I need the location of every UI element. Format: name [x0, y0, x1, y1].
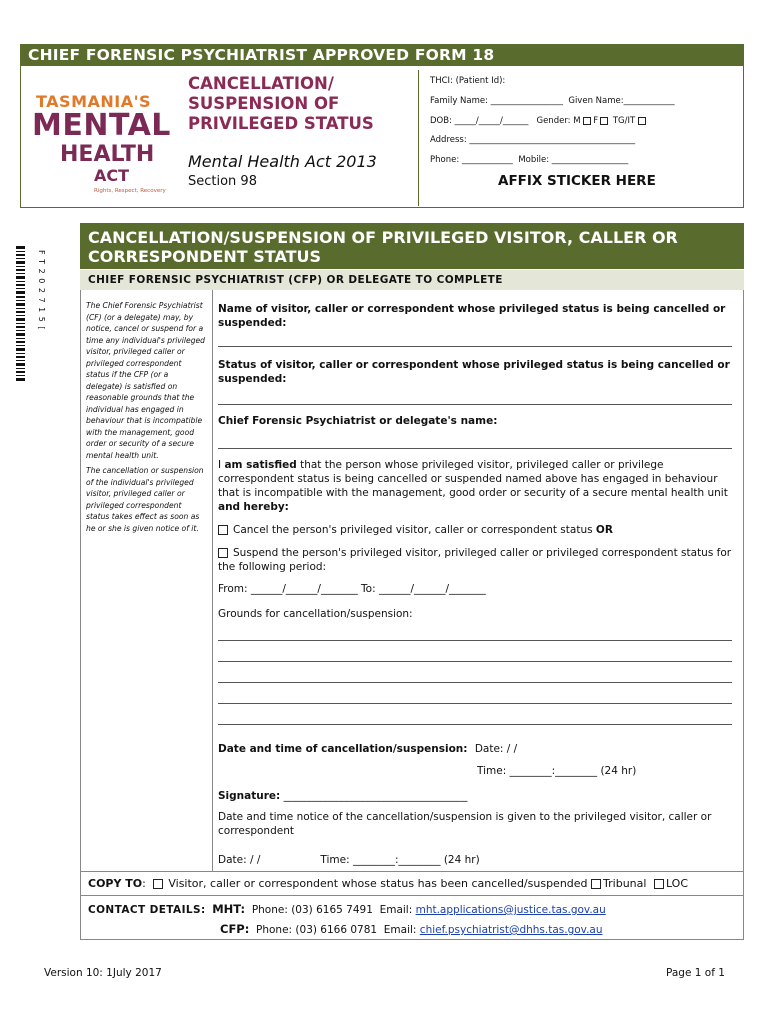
- header-divider: [418, 70, 419, 206]
- sidebar-note-1: The Chief Forensic Psychiatrist (CF) (or a delegate) may, by notice, cancel or suspend for a time any individual's privileged visitor, privileged caller or privileged correspondent status if the CFP (or a delegate) is satisfied on reasonable grounds that the individual has engaged in behaviour that is incompatible with the management, good order or security of a secure mental health unit.: [86, 301, 206, 460]
- signature-label: Signature:: [218, 790, 281, 802]
- contact-row-cfp: [220, 922, 603, 936]
- section-title: [80, 223, 744, 269]
- satisfied-statement: [218, 458, 738, 514]
- or-text: OR: [595, 524, 613, 536]
- dob-gender-field[interactable]: [430, 116, 646, 126]
- cfp-email-label: Email:: [383, 924, 417, 936]
- contact-label: CONTACT DETAILS:: [88, 904, 206, 916]
- suspend-option[interactable]: [218, 546, 738, 574]
- cfp-phone: Phone: (03) 6166 0781: [256, 924, 378, 936]
- copy-to-colon: :: [142, 877, 146, 890]
- copy-to-label: COPY TO: [88, 877, 143, 890]
- copy-loc-label: LOC: [665, 877, 689, 890]
- logo: [22, 70, 182, 200]
- hereby-text: hereby:: [243, 501, 289, 513]
- signature-row: [218, 789, 738, 803]
- page-number: Page 1 of 1: [666, 967, 725, 979]
- grounds-line-5[interactable]: [218, 724, 732, 725]
- suspend-text: Suspend the person's privileged visitor, privileged caller or privileged correspondent status for the following period:: [218, 547, 732, 573]
- notice-date-field[interactable]: Date: / /: [218, 854, 261, 866]
- affix-sticker-label: AFFIX STICKER HERE: [498, 173, 656, 189]
- section-title-line-1: CANCELLATION/SUSPENSION OF PRIVILEGED VISITOR, CALLER OR: [88, 228, 678, 247]
- logo-line-3: HEALTH: [60, 142, 155, 167]
- status-label: Status of visitor, caller or correspondent whose privileged status is being cancelled or suspended:: [218, 359, 730, 385]
- address-field[interactable]: Address: _______________________________________: [430, 135, 636, 145]
- logo-tagline: Rights, Respect, Recovery: [94, 188, 166, 194]
- mht-email-link[interactable]: mht.applications@justice.tas.gov.au: [415, 904, 606, 916]
- notice-text: Date and time notice of the cancellation/suspension is given to the privileged visitor, caller or correspondent: [218, 811, 712, 837]
- cancel-text: Cancel the person's privileged visitor, caller or correspondent status: [233, 524, 596, 536]
- grounds-line-2[interactable]: [218, 661, 732, 662]
- gender-tg-checkbox[interactable]: [638, 117, 646, 125]
- signature-field[interactable]: ___________________________________: [283, 790, 468, 802]
- notice-row: [218, 853, 738, 867]
- gender-f-label: F: [593, 116, 599, 126]
- satisfied-bold: am satisfied: [224, 459, 297, 471]
- satisfied-intro: I: [218, 459, 225, 471]
- gender-f-checkbox[interactable]: [600, 117, 608, 125]
- barcode-text: F T 2 0 2 7 1 5 [: [37, 250, 46, 331]
- sidebar-note-2: The cancellation or suspension of the individual's privileged visitor, privileged caller or privileged correspondent status takes effect as soon as he or she is given notice of it.: [86, 466, 204, 533]
- mobile-label: Mobile: __________________: [518, 155, 629, 165]
- copy-loc-checkbox[interactable]: [654, 879, 664, 889]
- datetime-label: Date and time of cancellation/suspension:: [218, 743, 468, 755]
- grounds-label: Grounds for cancellation/suspension:: [218, 608, 413, 620]
- family-name-label: Family Name: _________________: [430, 96, 563, 106]
- sidebar-divider: [212, 290, 213, 872]
- copy-tribunal-checkbox[interactable]: [591, 879, 601, 889]
- given-name-label: Given Name:____________: [568, 96, 675, 106]
- delegate-name-input[interactable]: [218, 448, 732, 449]
- version-text: Version 10: 1July 2017: [44, 967, 162, 979]
- gender-tg-label: TG/IT: [612, 116, 636, 126]
- visitor-name-input[interactable]: [218, 346, 732, 347]
- cancel-option[interactable]: [218, 523, 738, 537]
- cfp-email-link[interactable]: chief.psychiatrist@dhhs.tas.gov.au: [419, 924, 603, 936]
- copy-tribunal-label: Tribunal: [603, 877, 647, 890]
- phone-label: Phone: ____________: [430, 155, 513, 165]
- cancel-checkbox[interactable]: [218, 525, 228, 535]
- grounds-line-1[interactable]: [218, 640, 732, 641]
- form-heading-line-3: PRIVILEGED STATUS: [188, 114, 374, 133]
- phone-field[interactable]: [430, 155, 628, 165]
- act-name: Mental Health Act 2013: [188, 152, 377, 171]
- patient-id-label: THCI: (Patient Id):: [430, 76, 506, 86]
- gender-label: Gender: M: [536, 116, 581, 126]
- mht-label: MHT:: [212, 902, 246, 916]
- section-title-line-2: CORRESPONDENT STATUS: [88, 247, 322, 266]
- grounds-line-3[interactable]: [218, 682, 732, 683]
- section-number: Section 98: [188, 174, 257, 189]
- dob-label: DOB: _____/_____/______: [430, 116, 529, 126]
- suspend-checkbox[interactable]: [218, 548, 228, 558]
- datetime-time-field[interactable]: Time: ________:________ (24 hr): [477, 765, 637, 777]
- logo-line-2: MENTAL: [32, 108, 171, 143]
- period-field[interactable]: From: ______/______/_______ To: ______/______/_______: [218, 583, 486, 595]
- form-heading-line-1: CANCELLATION/: [188, 74, 334, 93]
- section-subtitle: CHIEF FORENSIC PSYCHIATRIST (CFP) OR DELEGATE TO COMPLETE: [80, 270, 744, 290]
- form-heading-line-2: SUSPENSION OF: [188, 94, 340, 113]
- and-text: and: [218, 501, 241, 513]
- mht-phone: Phone: (03) 6165 7491: [251, 904, 373, 916]
- contact-row-mht: [88, 902, 606, 916]
- datetime-row: [218, 742, 738, 756]
- datetime-date-field[interactable]: Date: / /: [474, 743, 518, 755]
- copy-to-row: [88, 877, 688, 890]
- logo-line-4: ACT: [94, 166, 130, 185]
- form-title: CHIEF FORENSIC PSYCHIATRIST APPROVED FORM 18: [20, 44, 744, 66]
- gender-m-checkbox[interactable]: [583, 117, 591, 125]
- notice-time-field[interactable]: Time: ________:________ (24 hr): [320, 854, 480, 866]
- mht-email-label: Email:: [379, 904, 413, 916]
- copy-visitor-label: Visitor, caller or correspondent whose status has been cancelled/suspended: [168, 877, 588, 890]
- grounds-line-4[interactable]: [218, 703, 732, 704]
- copy-visitor-checkbox[interactable]: [153, 879, 163, 889]
- form-heading: [188, 74, 408, 134]
- delegate-name-label: Chief Forensic Psychiatrist or delegate's name:: [218, 415, 498, 427]
- logo-line-1: TASMANIA'S: [36, 92, 152, 111]
- status-input[interactable]: [218, 404, 732, 405]
- family-name-field[interactable]: [430, 96, 675, 106]
- satisfied-text: that the person whose privileged visitor, privileged caller or privilege correspondent status is being cancelled or suspended named above has engaged in behaviour that is incompatible with the management, good order or security of a secure mental health unit: [218, 459, 728, 499]
- visitor-name-label: Name of visitor, caller or correspondent whose privileged status is being cancelled or suspended:: [218, 303, 726, 329]
- cfp-label: CFP:: [220, 922, 250, 936]
